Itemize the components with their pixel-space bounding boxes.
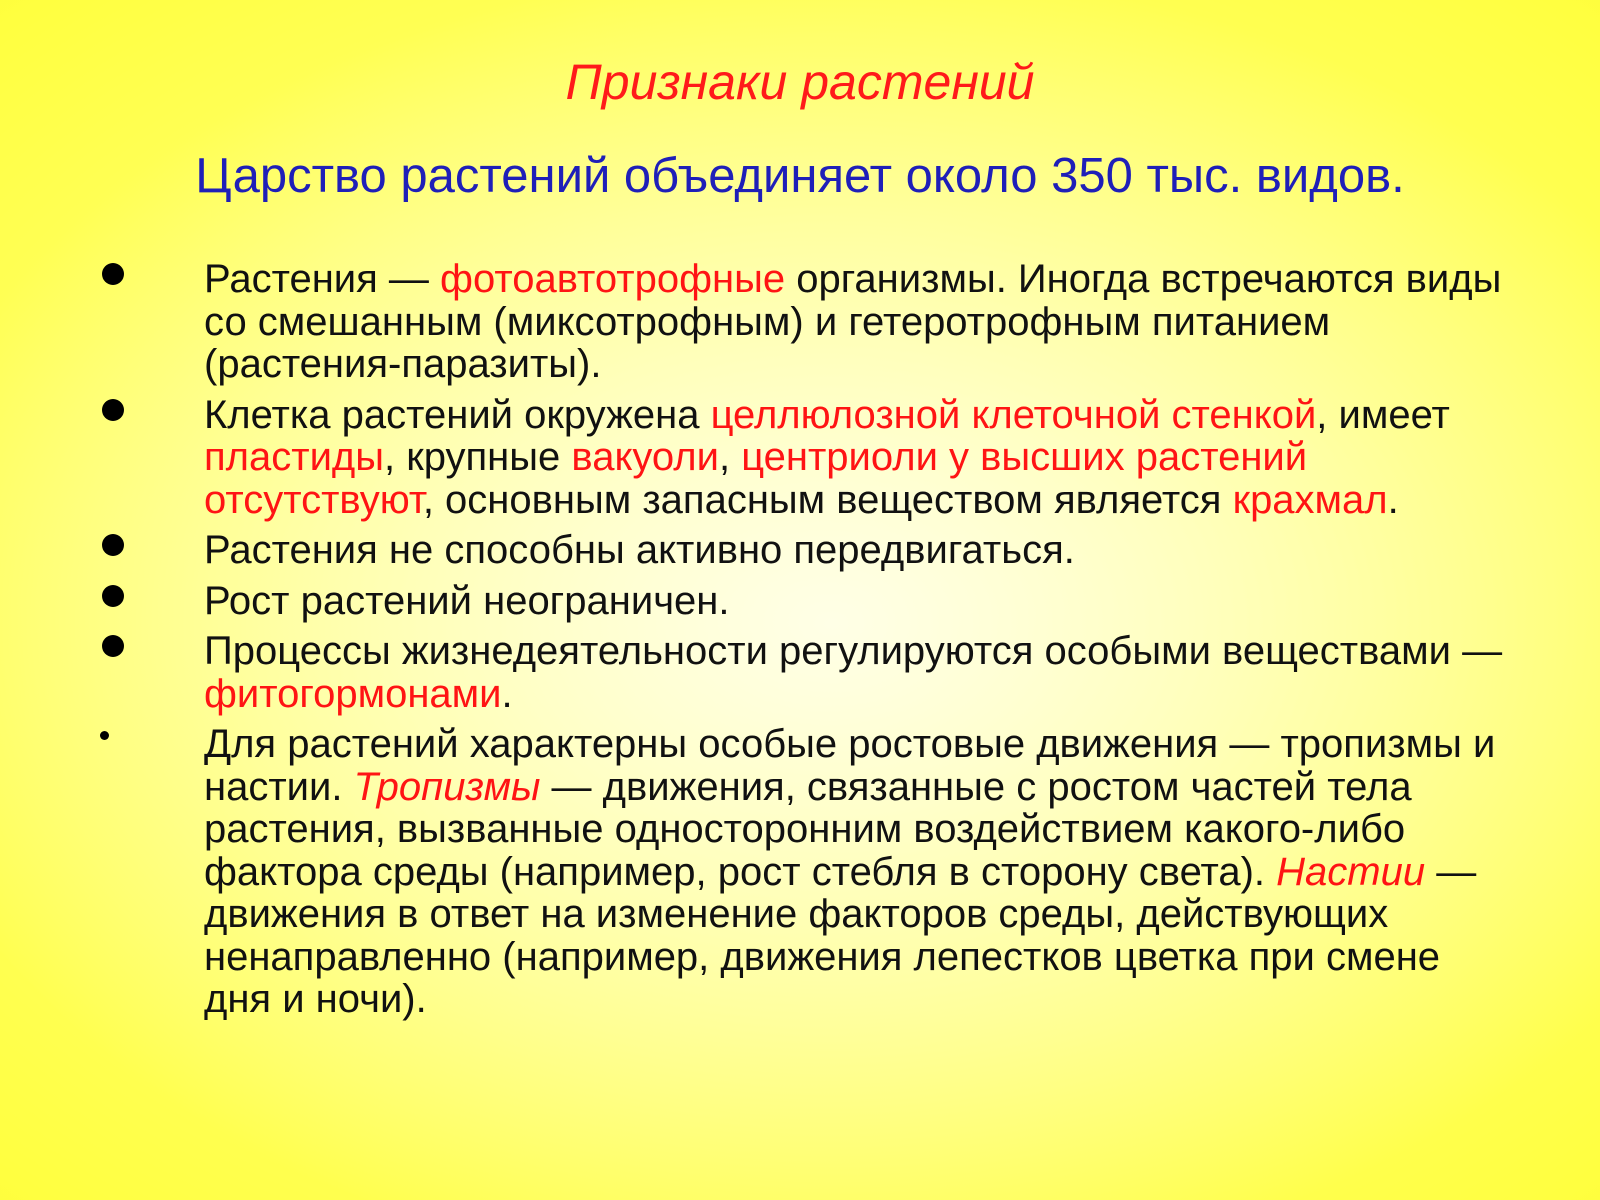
text-segment: Растения — bbox=[204, 257, 441, 301]
text-segment: — движения в ответ на изменение факторов среды, действующих ненаправленно (например, движения лепестков цветка при смене дня и ночи). bbox=[204, 849, 1477, 1021]
text-segment: Рост растений неограничен. bbox=[204, 578, 730, 623]
highlight-term: целлюлозной клеточной стенкой bbox=[710, 392, 1317, 437]
bullet-text bbox=[204, 529, 1504, 572]
text-segment: , крупные bbox=[384, 435, 572, 479]
text-segment: , основным запасным веществом является bbox=[422, 477, 1233, 522]
text-segment: организмы. Иногда встречаются виды со смешанным (миксотрофным) и гетеротрофным питанием (растения-паразиты). bbox=[204, 257, 1502, 386]
slide-title: Признаки растений bbox=[565, 54, 1035, 110]
bullet-point bbox=[102, 399, 124, 421]
text-segment: Клетка растений окружена bbox=[204, 392, 711, 437]
text-segment: , имеет bbox=[1316, 392, 1450, 437]
text-segment: Растения не способны активно передвигаться. bbox=[204, 528, 1075, 572]
highlight-term: центриоли у высших растений отсутствуют bbox=[204, 435, 1308, 522]
bullet-item-tropisms bbox=[0, 723, 1600, 1021]
text-segment: Процессы жизнедеятельности регулируются особыми веществами — bbox=[204, 629, 1503, 673]
bullet-text bbox=[204, 630, 1504, 715]
bullet-point bbox=[102, 635, 124, 657]
bullet-item-movement bbox=[0, 529, 1600, 572]
bullet-item-phytohormones bbox=[0, 630, 1600, 715]
highlight-term: пластиды bbox=[204, 435, 384, 479]
text-segment: . bbox=[501, 671, 513, 716]
bullet-item-growth bbox=[0, 580, 1600, 623]
bullet-item-cell bbox=[0, 394, 1600, 522]
bullet-text bbox=[204, 580, 1504, 623]
text-segment: . bbox=[1387, 477, 1399, 522]
highlight-term: фитогормонами bbox=[204, 671, 502, 716]
bullet-point bbox=[102, 585, 124, 607]
highlight-term: крахмал bbox=[1232, 477, 1388, 522]
bullet-text bbox=[204, 258, 1504, 386]
bullet-text bbox=[204, 723, 1504, 1021]
bullet-text bbox=[204, 394, 1504, 522]
highlight-term: фотоавтотрофные bbox=[440, 257, 786, 301]
bullet-list bbox=[0, 258, 1600, 1021]
bullet-point bbox=[102, 263, 124, 285]
text-segment: , bbox=[718, 435, 742, 479]
slide-subtitle: Царство растений объединяет около 350 тыс. видов. bbox=[195, 149, 1405, 203]
highlight-term: вакуоли bbox=[571, 435, 719, 479]
highlight-term: Тропизмы bbox=[353, 764, 541, 809]
highlight-term: Настии bbox=[1276, 849, 1426, 894]
bullet-point bbox=[100, 731, 109, 740]
text-segment: — движения, связанные с ростом частей тела растения, вызванные односторонним воздействием какого-либо фактора среды (например, рост стебля в сторону света). bbox=[204, 764, 1412, 894]
bullet-point bbox=[102, 534, 124, 556]
bullet-item-autotrophs bbox=[0, 258, 1600, 386]
text-segment: Для растений характерны особые ростовые движения — тропизмы и настии. bbox=[204, 722, 1496, 809]
